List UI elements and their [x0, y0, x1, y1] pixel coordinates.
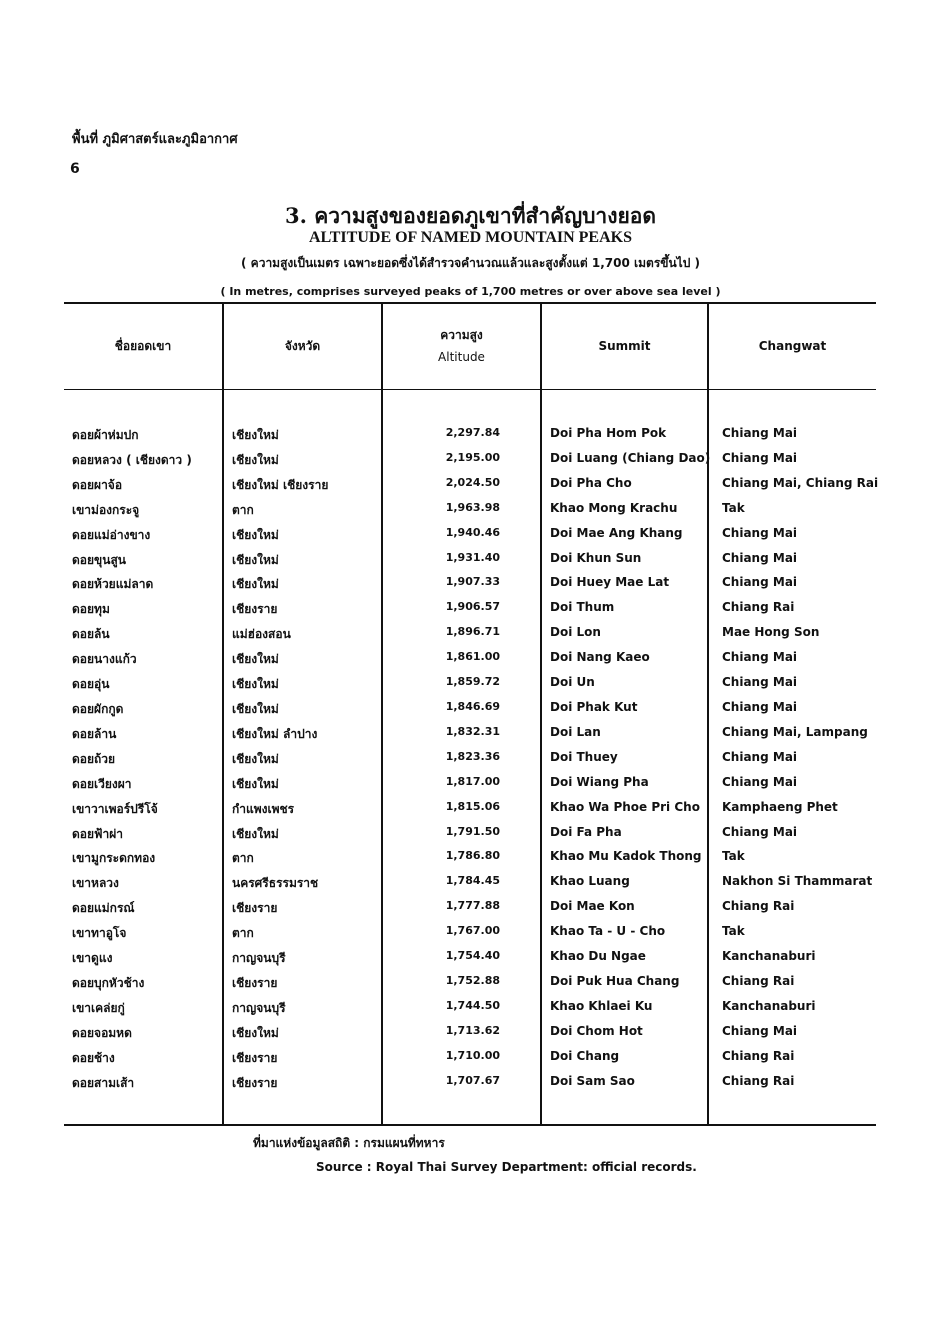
altitude-value: 1,817.00 — [445, 774, 500, 788]
province-th: เชียงราย — [232, 1075, 278, 1090]
source-english: Source : Royal Thai Survey Department: official records. — [316, 1160, 697, 1174]
changwat-name: Chiang Mai — [722, 525, 798, 540]
altitude-value: 1,832.31 — [445, 724, 500, 738]
summit-name: Doi Puk Hua Chang — [550, 973, 680, 988]
table-row — [64, 571, 876, 596]
header-altitude-th-label: ความสูง — [440, 328, 483, 342]
altitude-value: 1,861.00 — [445, 650, 500, 664]
table-row — [64, 596, 876, 621]
changwat-name: Chiang Mai — [722, 749, 798, 764]
table-row — [64, 796, 876, 821]
summit-name: Khao Du Ngae — [550, 949, 646, 964]
province-th: เชียงราย — [232, 1050, 278, 1065]
changwat-name: Chiang Mai, Lampang — [722, 724, 868, 739]
province-th: นครศรีธรรมราช — [232, 876, 319, 891]
table-body — [64, 422, 879, 1094]
header-summit-label: Summit — [598, 339, 651, 353]
table-row — [64, 771, 876, 796]
changwat-name: Chiang Mai — [722, 426, 798, 440]
header-rule — [64, 389, 876, 390]
table-bottom-rule — [64, 1124, 876, 1126]
province-th: เชียงราย — [232, 901, 278, 916]
table-row — [64, 522, 876, 547]
peak-name-th: ดอยช้าง — [72, 1050, 115, 1065]
changwat-name: Chiang Mai — [722, 550, 798, 565]
changwat-name: Chiang Mai — [722, 575, 798, 590]
header-changwat-label: Changwat — [758, 339, 827, 353]
summit-name: Doi Luang (Chiang Dao) — [550, 450, 711, 465]
table-row — [64, 746, 876, 771]
changwat-name: Chiang Mai — [722, 824, 798, 839]
altitude-value: 1,963.98 — [445, 500, 500, 514]
table-note-thai: ( ความสูงเป็นเมตร เฉพาะยอดซึ่งได้สำรวจคำนวณแล้วและสูงตั้งแต่ 1,700 เมตรขึ้นไป ) — [241, 256, 700, 270]
altitude-value: 1,713.62 — [445, 1023, 500, 1037]
province-th: เชียงใหม่ — [232, 1025, 279, 1040]
peak-name-th: ดอยบุกหัวช้าง — [72, 975, 145, 990]
summit-name: Doi Wiang Pha — [550, 774, 649, 789]
summit-name: Doi Pha Cho — [550, 475, 632, 490]
changwat-name: Kanchanaburi — [722, 998, 816, 1013]
changwat-name: Chiang Mai — [722, 699, 798, 714]
summit-name: Doi Huey Mae Lat — [550, 575, 670, 590]
changwat-name: Chiang Mai — [722, 450, 798, 465]
peak-name-th: ดอยเวียงผา — [72, 776, 132, 791]
altitude-value: 1,710.00 — [445, 1048, 500, 1062]
summit-name: Khao Mu Kadok Thong — [550, 849, 702, 864]
changwat-name: Tak — [722, 500, 745, 515]
table-row — [64, 870, 876, 895]
changwat-name: Mae Hong Son — [722, 625, 820, 640]
province-th: เชียงใหม่ — [232, 452, 279, 467]
summit-name: Doi Nang Kaeo — [550, 650, 650, 665]
province-th: เชียงราย — [232, 975, 278, 990]
changwat-name: Tak — [722, 849, 745, 864]
summit-name: Doi Mae Kon — [550, 899, 635, 914]
summit-name: Doi Phak Kut — [550, 699, 638, 714]
altitude-value: 1,859.72 — [445, 675, 500, 689]
peak-name-th: เขาม่องกระจู — [72, 502, 140, 517]
changwat-name: Tak — [722, 924, 745, 939]
province-th: เชียงใหม่ — [232, 751, 279, 766]
peak-name-th: ดอยล้าน — [72, 726, 117, 741]
summit-name: Doi Mae Ang Khang — [550, 525, 683, 540]
peak-name-th: ดอยทุม — [72, 602, 110, 617]
province-th: เชียงใหม่ — [232, 577, 279, 592]
table-row — [64, 970, 876, 995]
table-note-english: ( In metres, comprises surveyed peaks of 1,700 metres or over above sea level ) — [220, 285, 721, 298]
table-row — [64, 621, 876, 646]
altitude-value: 1,940.46 — [445, 525, 500, 539]
province-th: เชียงใหม่ — [232, 826, 279, 841]
peak-name-th: เขาหลวง — [72, 876, 119, 891]
province-th: เชียงใหม่ — [232, 677, 279, 692]
table-row — [64, 671, 876, 696]
peak-name-th: เขาเคล่ยกู่ — [72, 1000, 125, 1015]
table-row — [64, 1070, 876, 1095]
source-thai: ที่มาแห่งข้อมูลสถิติ : กรมแผนที่ทหาร — [253, 1136, 445, 1150]
altitude-value: 1,815.06 — [445, 799, 500, 813]
altitude-value: 2,195.00 — [445, 450, 500, 464]
summit-name: Doi Lon — [550, 625, 601, 640]
altitude-value: 1,767.00 — [445, 924, 500, 938]
summit-name: Doi Chom Hot — [550, 1023, 643, 1038]
peak-name-th: ดอยแม่กรณ์ — [72, 901, 135, 916]
table-row — [64, 422, 876, 447]
summit-name: Khao Wa Phoe Pri Cho — [550, 799, 700, 814]
altitude-value: 1,786.80 — [445, 849, 500, 863]
province-th: เชียงใหม่ — [232, 701, 279, 716]
altitude-value: 1,906.57 — [445, 600, 500, 614]
province-th: ตาก — [232, 851, 254, 866]
table-title-thai: 3. ความสูงของยอดภูเขาที่สำคัญบางยอด — [284, 203, 657, 228]
summit-name: Doi Sam Sao — [550, 1073, 635, 1088]
province-th: เชียงใหม่ — [232, 527, 279, 542]
changwat-name: Chiang Mai — [722, 650, 798, 665]
summit-name: Doi Thuey — [550, 749, 618, 764]
table-row — [64, 721, 876, 746]
altitude-value: 2,297.84 — [445, 426, 500, 439]
peak-name-th: เขาทาอูโจ — [72, 926, 127, 941]
peak-name-th: ดอยขุนสูน — [72, 552, 126, 567]
province-th: เชียงราย — [232, 602, 278, 617]
altitude-value: 1,907.33 — [445, 575, 500, 589]
changwat-name: Chiang Rai — [722, 1048, 795, 1063]
altitude-value: 1,784.45 — [445, 874, 500, 888]
altitude-value: 1,791.50 — [445, 824, 500, 838]
peak-name-th: ดอยผาจ้อ — [72, 477, 123, 492]
table-row — [64, 547, 876, 572]
changwat-name: Chiang Rai — [722, 973, 795, 988]
peak-name-th: ดอยผักกูด — [72, 701, 124, 716]
province-th: กำแพงเพชร — [232, 801, 295, 816]
peak-name-th: ดอยฟ้าผ่า — [72, 826, 124, 841]
header-altitude — [383, 304, 540, 388]
summit-name: Khao Ta - U - Cho — [550, 924, 666, 939]
table-row — [64, 995, 876, 1020]
table-row — [64, 920, 876, 945]
province-th: เชียงใหม่ — [232, 776, 279, 791]
peak-name-th: ดอยอุ่น — [72, 677, 110, 692]
altitude-value: 1,707.67 — [445, 1073, 500, 1087]
header-summit — [542, 304, 707, 388]
changwat-name: Chiang Mai — [722, 1023, 798, 1038]
changwat-name: Kanchanaburi — [722, 949, 816, 964]
peak-name-th: ดอยสามเส้า — [72, 1075, 135, 1090]
summit-name: Khao Mong Krachu — [550, 500, 678, 515]
province-th: กาญจนบุรี — [232, 1000, 286, 1015]
peak-name-th: ดอยหลวง ( เชียงดาว ) — [72, 452, 192, 467]
province-th: แม่ฮ่องสอน — [232, 627, 291, 642]
peak-name-th: เขามูกระดกทอง — [72, 851, 156, 866]
summit-name: Doi Un — [550, 675, 595, 690]
changwat-name: Chiang Rai — [722, 1073, 795, 1088]
summit-name: Doi Lan — [550, 724, 601, 739]
table-row — [64, 845, 876, 870]
peak-name-th: ดอยถ้วย — [72, 751, 116, 766]
province-th: กาญจนบุรี — [232, 951, 286, 966]
altitude-value: 1,744.50 — [445, 998, 500, 1012]
province-th: เชียงใหม่ — [232, 652, 279, 667]
header-province-th-label: จังหวัด — [284, 339, 321, 353]
altitude-value: 1,752.88 — [445, 973, 500, 987]
province-th: ตาก — [232, 502, 254, 517]
peak-name-th: ดอยผ้าห่มปก — [72, 428, 139, 442]
altitude-value: 1,777.88 — [445, 899, 500, 913]
table-row — [64, 895, 876, 920]
peak-name-th: ดอยล้น — [72, 627, 110, 642]
running-head: พื้นที่ ภูมิศาสตร์และภูมิอากาศ — [72, 132, 238, 147]
table-row — [64, 472, 879, 497]
table-title-english: ALTITUDE OF NAMED MOUNTAIN PEAKS — [309, 229, 632, 246]
table-row — [64, 646, 876, 671]
summit-name: Khao Khlaei Ku — [550, 998, 653, 1013]
header-name-th-label: ชื่อยอดเขา — [114, 339, 172, 353]
table-row — [64, 945, 876, 970]
peak-name-th: เขาวาเพอร์ปรีโจ้ — [72, 801, 158, 816]
table-row — [64, 497, 876, 522]
altitude-value: 1,846.69 — [445, 699, 500, 713]
peak-name-th: ดอยจอมหด — [72, 1025, 132, 1040]
header-changwat — [709, 304, 876, 388]
changwat-name: Nakhon Si Thammarat — [722, 874, 873, 889]
summit-name: Doi Chang — [550, 1048, 620, 1063]
page-number: 6 — [70, 161, 80, 177]
peak-name-th: เขาดูแง — [72, 951, 113, 966]
province-th: เชียงใหม่ — [232, 552, 279, 567]
table-row — [64, 821, 876, 846]
altitude-value: 1,896.71 — [445, 625, 500, 639]
summit-name: Doi Thum — [550, 600, 615, 615]
changwat-name: Chiang Rai — [722, 600, 795, 615]
table-row — [64, 447, 876, 472]
changwat-name: Chiang Rai — [722, 899, 795, 914]
province-th: ตาก — [232, 926, 254, 941]
peak-name-th: ดอยแม่อ่างขาง — [72, 527, 151, 542]
altitude-value: 2,024.50 — [445, 475, 500, 489]
header-name-th — [64, 304, 222, 388]
changwat-name: Kamphaeng Phet — [722, 799, 838, 814]
changwat-name: Chiang Mai, Chiang Rai — [722, 475, 879, 490]
summit-name: Doi Fa Pha — [550, 824, 622, 839]
header-province-th — [224, 304, 381, 388]
province-th: เชียงใหม่ — [232, 428, 279, 442]
summit-name: Khao Luang — [550, 874, 630, 889]
province-th: เชียงใหม่ เชียงราย — [232, 477, 329, 492]
province-th: เชียงใหม่ ลำปาง — [232, 726, 318, 741]
summit-name: Doi Khun Sun — [550, 550, 642, 565]
changwat-name: Chiang Mai — [722, 675, 798, 690]
changwat-name: Chiang Mai — [722, 774, 798, 789]
table-row — [64, 1045, 876, 1070]
altitude-value: 1,823.36 — [445, 749, 500, 763]
header-altitude-en-label: Altitude — [438, 350, 485, 364]
table-row — [64, 1020, 876, 1045]
summit-name: Doi Pha Hom Pok — [550, 426, 667, 440]
altitude-value: 1,931.40 — [445, 550, 500, 564]
peak-name-th: ดอยห้วยแม่ลาด — [72, 577, 154, 592]
table-row — [64, 696, 876, 721]
altitude-value: 1,754.40 — [445, 949, 500, 963]
peak-name-th: ดอยนางแก้ว — [72, 652, 137, 667]
